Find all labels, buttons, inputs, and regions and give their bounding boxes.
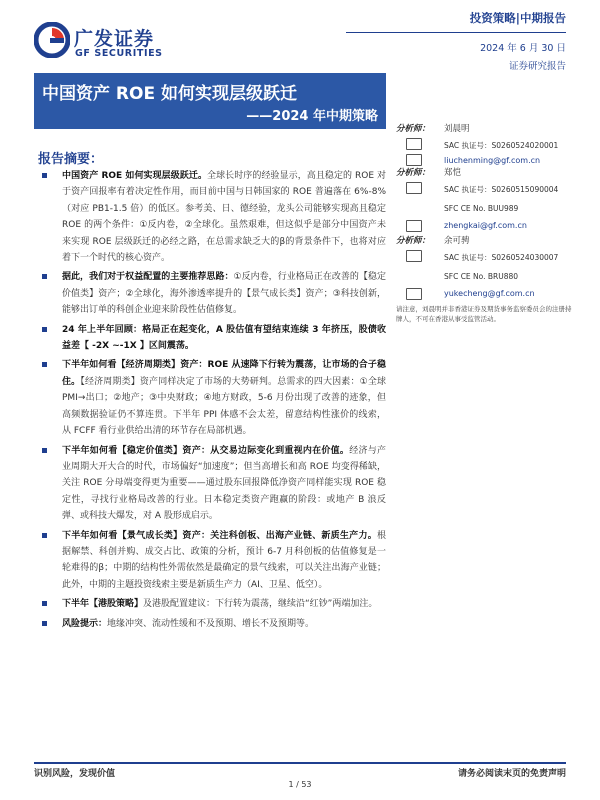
logo-en-text: GF SECURITIES (75, 48, 163, 59)
summary-bullet (38, 269, 386, 318)
analyst-sfc: SFC CE No. BRU880 (444, 272, 519, 281)
id-card-icon (406, 250, 422, 262)
summary-bullet (38, 443, 386, 525)
summary-heading: 报告摘要： (38, 152, 104, 167)
report-header (346, 10, 566, 72)
logo-cn-text: 广发证券 (74, 28, 155, 50)
bullet-lead: 下半年【港股策略】 (62, 599, 144, 610)
bullet-lead: 中国资产 ROE 如何实现层级跃迁。 (62, 171, 208, 181)
summary-bullet (38, 322, 386, 355)
summary-bullet (38, 616, 386, 632)
analyst-role: 分析师： (396, 236, 431, 246)
analyst-name: 刘晨明 (444, 124, 470, 134)
bullet-lead: 下半年如何看【景气成长类】资产：关注科创板、出海产业链、新质生产力。 (62, 530, 377, 541)
report-date: 2024 年 6 月 30 日 (480, 43, 566, 54)
bullet-text: 及港股配置建议：下行转为震荡，继续沿“红钞”两端加注。 (143, 599, 378, 610)
analyst-role: 分析师： (396, 124, 431, 134)
analyst-email[interactable]: liuchenming@gf.com.cn (444, 156, 541, 165)
bullet-lead: 风险提示： (62, 618, 108, 629)
analyst-name: 余可骋 (444, 236, 470, 246)
report-category: 投资策略|中期报告 (469, 11, 566, 25)
bullet-lead: 下半年如何看【经济周期类】资产：ROE 从速降下行转为震荡，让市场的合子稳住。 (62, 360, 386, 387)
mail-icon (406, 288, 422, 300)
analyst-card (396, 232, 572, 300)
id-card-icon (406, 182, 422, 194)
analyst-name: 郑恺 (444, 168, 462, 178)
bullet-text: 根据解禁、科创并购、成交占比、政策的分析，预计 6-7 月科创板的估值修复是一轮难得的β；中期的结构性外需依然是最确定的景气线索，可以关注出海产业链；此外，中期的主题投资线索主要是新质生产力（AI、卫星、低空）。 (62, 530, 386, 590)
analyst-sidebar (396, 120, 572, 300)
summary-bullet (38, 357, 386, 439)
mail-icon (406, 220, 422, 232)
bullet-text: 全球长时序的经验显示，高且稳定的 ROE 对于资产回报率有着决定性作用，而目前中国与日韩国家的 ROE 普遍落在 6%-8%（对应 PB1-1.5 倍）的低区。参考美、日、德经验，龙头公司能够实现高且稳定 ROE 的两个条件：①反内卷，②全球化。虽然艰难，但这似乎是部分中国资产未来实现 ROE 层级跃迁的必经之路，在总需求缺乏大的β的背景条件下，也将对应着下一个时代的核心资产。 (62, 171, 387, 264)
summary-bullet (38, 596, 386, 612)
footer-disclaimer: 请务必阅读末页的免责声明 (457, 769, 566, 779)
analyst-card (396, 120, 572, 164)
bullet-lead: 下半年如何看【稳定价值类】资产：从交易边际变化到重视内在价值。 (62, 445, 350, 456)
summary-bullets (38, 168, 386, 632)
bullet-text: ①反内卷，行业格局正在改善的【稳定价值类】资产；②全球化，海外渗透率提升的【景气成长类】资产；③科技创新，能够出订单的科创企业迎来阶段性估值修复。 (62, 272, 386, 316)
header-divider (346, 32, 566, 33)
summary-bullet (38, 528, 386, 594)
report-department: 证券研究报告 (508, 61, 566, 72)
analyst-sac: SAC 执证号：S0260524030007 (444, 253, 559, 262)
company-logo (34, 22, 204, 62)
analyst-role: 分析师： (396, 168, 431, 178)
footer-slogan: 识别风险，发现价值 (34, 769, 116, 779)
summary-bullet (38, 168, 386, 266)
analyst-sac: SAC 执证号：S0260524020001 (444, 141, 559, 150)
licensing-note: 请注意，刘晨明并非香港证券及期货事务监察委员会的注册持牌人，不可在香港从事受监管活动。 (396, 305, 572, 323)
analyst-sac: SAC 执证号：S0260515090004 (444, 185, 559, 194)
analyst-sfc: SFC CE No. BUU989 (444, 204, 519, 213)
footer-divider (34, 762, 566, 764)
title-banner (34, 73, 386, 129)
bullet-lead: 据此，我们对于权益配置的主要推荐思路： (62, 272, 234, 283)
analyst-card (396, 164, 572, 232)
page-title: 中国资产 ROE 如何实现层级跃迁 (42, 84, 297, 104)
bullet-lead: 24 年上半年回顾：格局正在起变化，A 股估值有望结束连续 3 年挤压，股债收益差【 -2X ~-1X 】区间震荡。 (62, 324, 386, 352)
page-subtitle: ——2024 年中期策略 (246, 109, 378, 124)
page-number: 1 / 53 (288, 780, 312, 789)
analyst-email[interactable]: zhengkai@gf.com.cn (444, 221, 527, 230)
gf-logo-icon (34, 22, 70, 58)
bullet-text: 地缘冲突、流动性缓和不及预期、增长不及预期等。 (107, 618, 315, 629)
id-card-icon (406, 138, 422, 150)
bullet-text: 经济与产业周期大开大合的时代，市场偏好“加速度”；但当高增长和高 ROE 均变得稀缺，关注 ROE 分母端变得更为重要——通过股东回报降低净资产同样能实现 ROE 稳定性，寻找行业格局改善的行业。日本稳定类资产跑赢的阶段：或地产 B 浪反弹、或科技大爆发，对 A 股形成启示。 (62, 445, 386, 522)
analyst-email[interactable]: yukecheng@gf.com.cn (444, 289, 535, 298)
bullet-text: 【经济周期类】资产同样决定了市场的大势研判。总需求的四大因素：①全球 PMI→出口；②地产；③中央财政；④地方财政，5-6 月份出现了改善的迹象，但高频数据验证仍不算连贯。下半年 PPI 体感不会太差，留意结构性涨价的线索，从 FCFF 看行业供给出清的环节存在局部机遇。 (62, 376, 386, 437)
